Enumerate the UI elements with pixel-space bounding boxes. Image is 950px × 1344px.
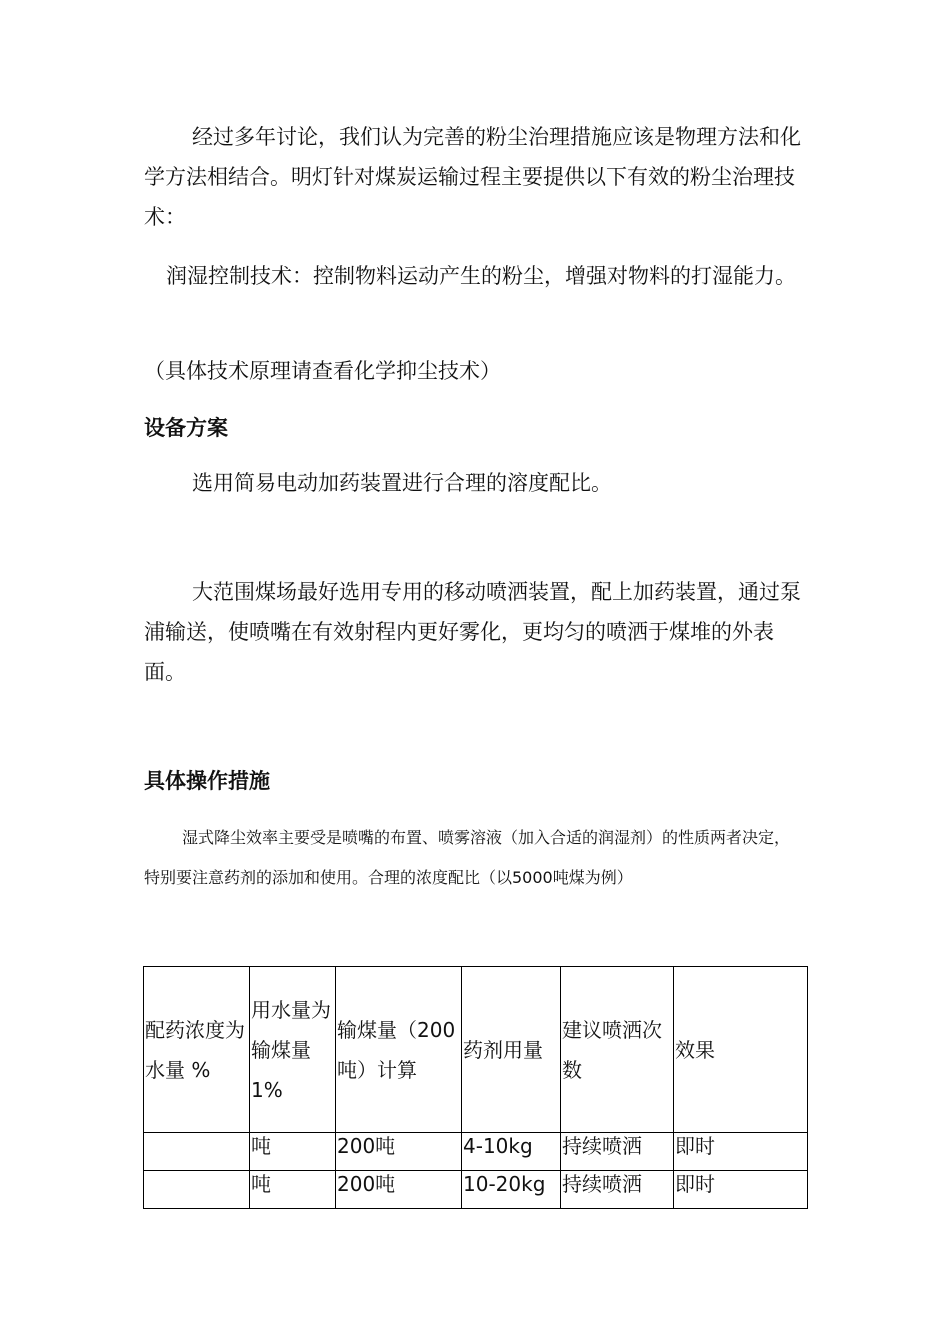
table-header-row bbox=[144, 967, 808, 1133]
header-cell: 输煤量（200吨）计算 bbox=[336, 967, 462, 1133]
table-cell: 即时 bbox=[674, 1171, 808, 1209]
wetting-control-paragraph: 润湿控制技术：控制物料运动产生的粉尘，增强对物料的打湿能力。 bbox=[166, 264, 796, 288]
table-cell: 4-10kg bbox=[462, 1133, 561, 1171]
table-cell: 持续喷洒 bbox=[561, 1133, 674, 1171]
header-cell: 配药浓度为水量 % bbox=[144, 967, 250, 1133]
operation-paragraph: 湿式降尘效率主要受是喷嘴的布置、喷雾溶液（加入合适的润湿剂）的性质两者决定，特别要注意药剂的添加和使用。合理的浓度配比（以5000吨煤为例） bbox=[144, 828, 791, 887]
table-cell: 200吨 bbox=[336, 1171, 462, 1209]
intro-paragraph: 经过多年讨论，我们认为完善的粉尘治理措施应该是物理方法和化学方法相结合。明灯针对煤炭运输过程主要提供以下有效的粉尘治理技术： bbox=[144, 125, 801, 229]
table-row bbox=[144, 1171, 808, 1209]
table-row bbox=[144, 1133, 808, 1171]
table-cell bbox=[144, 1171, 250, 1209]
operation-heading: 具体操作措施 bbox=[144, 769, 270, 793]
header-cell: 效果 bbox=[674, 967, 808, 1133]
table-cell: 吨 bbox=[250, 1171, 336, 1209]
header-cell: 药剂用量 bbox=[462, 967, 561, 1133]
table-cell: 持续喷洒 bbox=[561, 1171, 674, 1209]
header-cell: 建议喷洒次数 bbox=[561, 967, 674, 1133]
table-cell: 10-20kg bbox=[462, 1171, 561, 1209]
equipment-paragraph-2: 大范围煤场最好选用专用的移动喷洒装置，配上加药装置，通过泵浦输送，使喷嘴在有效射程内更好雾化，更均匀的喷洒于煤堆的外表面。 bbox=[144, 580, 801, 684]
dosage-table bbox=[143, 966, 808, 1209]
header-cell: 用水量为输煤量1% bbox=[250, 967, 336, 1133]
equipment-paragraph-1: 选用简易电动加药装置进行合理的溶度配比。 bbox=[192, 471, 612, 495]
table-cell: 200吨 bbox=[336, 1133, 462, 1171]
table-cell: 即时 bbox=[674, 1133, 808, 1171]
equipment-heading: 设备方案 bbox=[144, 416, 228, 440]
table-cell: 吨 bbox=[250, 1133, 336, 1171]
table-cell bbox=[144, 1133, 250, 1171]
technique-note: （具体技术原理请查看化学抑尘技术） bbox=[144, 359, 501, 383]
